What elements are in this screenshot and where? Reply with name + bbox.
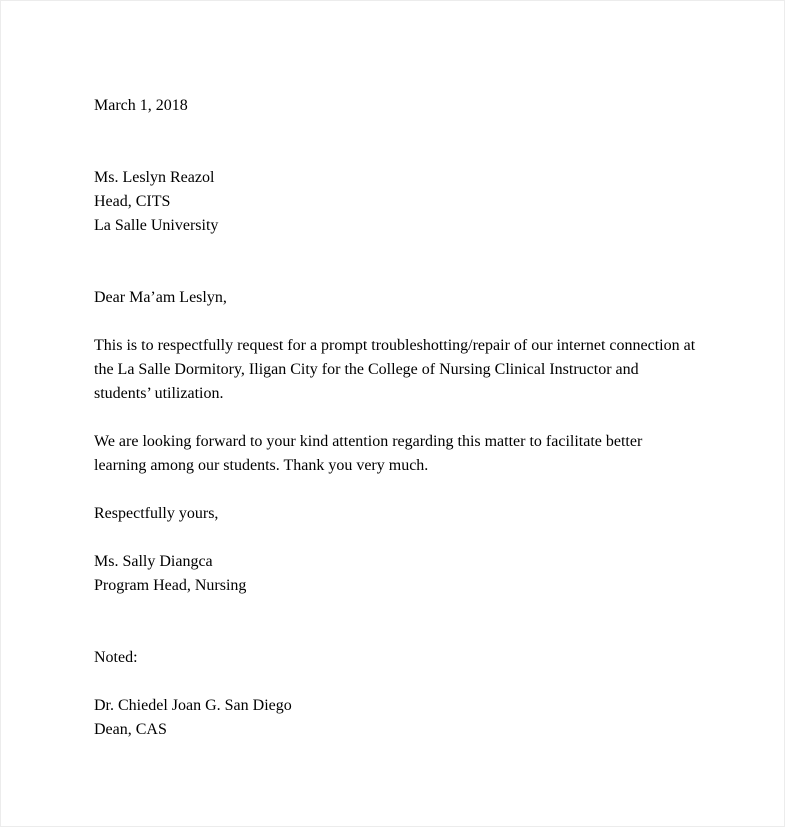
letter-date: March 1, 2018 — [94, 97, 188, 114]
body-paragraph-1: This is to respectfully request for a prompt troubleshotting/repair of our internet connection at the La Salle Dormitory, Iligan City for the College of Nursing Clinical Instructor and students’ utilization. — [94, 337, 696, 402]
salutation: Dear Ma’am Leslyn, — [94, 289, 227, 306]
noted-by-title: Dean, CAS — [94, 721, 167, 738]
noted-by-name: Dr. Chiedel Joan G. San Diego — [94, 697, 292, 714]
closing: Respectfully yours, — [94, 505, 219, 522]
noted-by-block — [94, 694, 696, 742]
recipient-name: Ms. Leslyn Reazol — [94, 169, 215, 186]
recipient-block — [94, 166, 696, 238]
recipient-title: Head, CITS — [94, 193, 171, 210]
recipient-organization: La Salle University — [94, 217, 219, 234]
signature-name: Ms. Sally Diangca — [94, 553, 213, 570]
signature-block — [94, 550, 696, 598]
body-paragraph-2: We are looking forward to your kind attention regarding this matter to facilitate better learning among our students. Thank you very much. — [94, 433, 643, 474]
noted-label: Noted: — [94, 649, 138, 666]
signature-title: Program Head, Nursing — [94, 577, 247, 594]
letter-content — [94, 94, 696, 742]
